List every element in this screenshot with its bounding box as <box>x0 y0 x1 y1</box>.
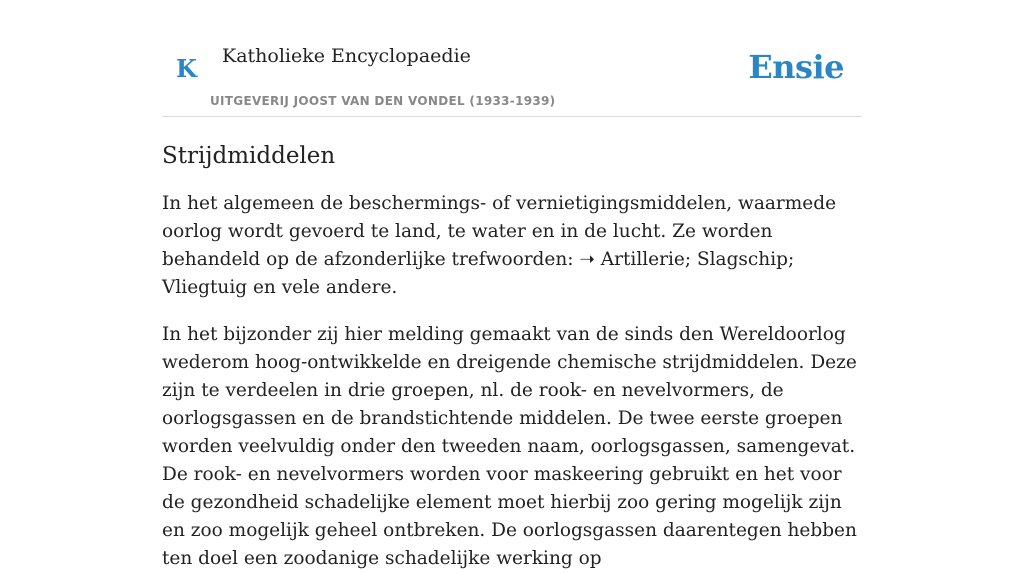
article-title: Strijdmiddelen <box>162 143 336 169</box>
site-title-link[interactable]: Katholieke Encyclopaedie <box>222 45 471 67</box>
article-body <box>162 190 862 573</box>
link-separator: ; <box>787 249 795 270</box>
paragraph-text: en vele andere. <box>247 277 398 298</box>
link-slagschip[interactable]: Slagschip <box>696 249 788 270</box>
cross-reference-arrow-icon: ➝ <box>579 249 595 270</box>
link-vliegtuig[interactable]: Vliegtuig <box>162 277 248 298</box>
page <box>162 0 862 573</box>
site-header <box>162 0 862 117</box>
article-paragraph <box>162 190 862 302</box>
article-paragraph: In het bijzonder zij hier melding gemaakt van de sinds den Wereldoorlog wederom hoog-ontwikkelde en dreigende chemische strijdmiddelen. Deze zijn te verdeelen in drie groepen, nl. de rook- en nevelvormers, de oorlogsgassen en de brandstichtende middelen. De twee eerste groepen worden veelvuldig onder den tweeden naam, oorlogsgassen, samengevat. De rook- en nevelvormers worden voor maskeering gebruikt en het voor de gezondheid schadelijke element moet hierbij zoo gering mogelijk zijn en zoo mogelijk geheel ontbreken. De oorlogsgassen daarentegen hebben ten doel een zoodanige schadelijke werking op <box>162 324 857 569</box>
paragraph-text: In het algemeen de beschermings- of vernietigingsmiddelen, waarmede oorlog wordt gevoerd te land, te water en in de lucht. Ze worden behandeld op de afzonderlijke trefwoorden: <box>162 193 837 270</box>
link-artillerie[interactable]: Artillerie <box>600 249 685 270</box>
link-separator: ; <box>684 249 697 270</box>
publisher-subtitle: UITGEVERIJ JOOST VAN DEN VONDEL (1933-1939) <box>210 94 556 108</box>
encyclopedia-logo-icon[interactable]: K <box>176 54 197 83</box>
ensie-brand-link[interactable]: Ensie <box>748 48 844 86</box>
